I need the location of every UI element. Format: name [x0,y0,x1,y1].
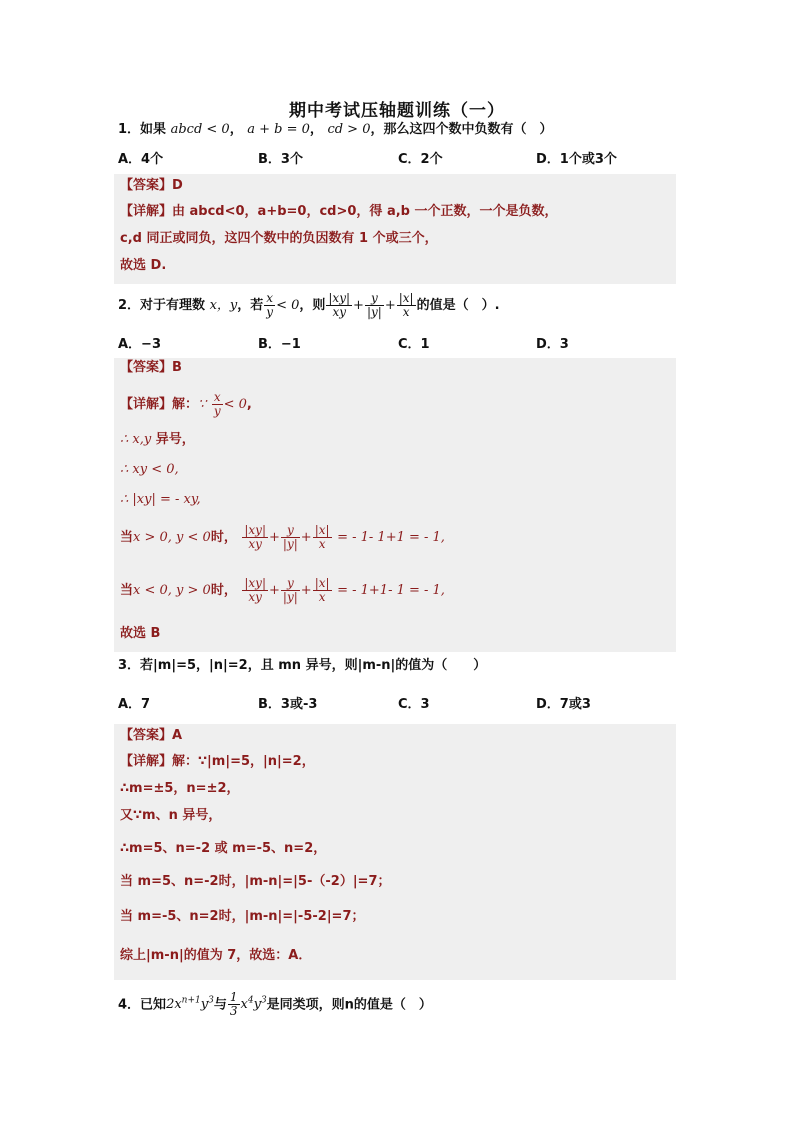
question-number: 4． [118,997,141,1013]
question-2 [118,292,678,319]
term-2: $x^4y^3$ [240,996,267,1013]
question-text: 对于有理数 [140,298,206,313]
math-expression: x，y [209,298,238,313]
answer-box-2 [114,358,676,652]
plus-sign: + [384,298,396,313]
answer-box-3 [114,724,676,980]
option-a: A．−3 [118,337,161,352]
detail-line: 【详解】解：∵ $\frac{x}{y}$ < 0, [120,390,252,418]
detail-line: 【详解】由 abcd<0，a+b=0，cd>0，得 a,b 一个正数，一个是负数， [120,204,558,219]
fraction-absx-over-x: $\frac{|x|}{x}$ [398,291,414,319]
fraction-absx-over-x: $\frac{|x|}{x}$ [314,523,330,551]
question-text: 已知 [140,997,167,1013]
question-text: 如果 [140,122,167,137]
math-expression: a + b = 0 [247,122,310,137]
fraction-one-third: $\frac{1}{3}$ [229,990,238,1019]
detail-line: 当x > 0, y < 0时， $\frac{|xy|}{xy}$ + $\frac{y}{|y|}$ + $\frac{|x|}{x}$ = - 1- 1+1 = - 1, [120,523,445,551]
fraction-y-over-absy: $\frac{y}{|y|}$ [282,523,298,551]
math-expression: < 0 [276,298,300,313]
option-d: D．3 [536,337,569,352]
detail-line: ∴m=5、n=-2 或 m=-5、n=2， [120,841,327,856]
question-text: ，若 [237,298,264,313]
question-text: ，则 [299,298,326,313]
option-b: B．3或-3 [258,697,318,712]
options-2 [118,333,678,353]
option-d: D．7或3 [536,697,591,712]
term-1: $2x^{n+1}y^3$ [166,996,214,1013]
fraction-x-over-y: $\frac{x}{y}$ [213,390,221,418]
detail-line: ∴ |xy| = - xy, [120,492,201,507]
detail-line: 故选 B [120,626,161,641]
options-1 [118,148,678,168]
question-text: 若|m|=5，|n|=2，且 mn 异号，则|m-n|的值为（ ） [140,658,487,673]
question-number: 3． [118,658,141,673]
option-a: A．7 [118,697,151,712]
question-text: 与 [213,997,227,1013]
detail-line: ∴m=±5，n=±2， [120,781,240,796]
options-3 [118,693,678,713]
detail-line: 当x < 0, y > 0时， $\frac{|xy|}{xy}$ + $\frac{y}{|y|}$ + $\frac{|x|}{x}$ = - 1+1- 1 = - 1, [120,576,445,604]
fraction-absxy-over-xy: $\frac{|xy|}{xy}$ [244,523,266,551]
detail-line: 当 m=-5、n=2时，|m-n|=|-5-2|=7； [120,909,365,924]
detail-line: ∴ x,y 异号， [120,432,195,447]
option-c: C．1 [398,337,430,352]
fraction-y-over-absy: $\frac{y}{|y|}$ [282,576,298,604]
fraction-absxy-over-xy: $\frac{|xy|}{xy}$ [328,291,351,319]
question-3 [118,656,678,676]
option-c: C．3 [398,697,430,712]
question-text: 的值是（ ）. [416,298,500,313]
math-expression: abcd < 0 [170,122,230,137]
detail-line: c,d 同正或同负，这四个数中的负因数有 1 个或三个， [120,231,438,246]
question-4 [118,988,678,1018]
option-b: B．−1 [258,337,301,352]
detail-line: 当 m=5、n=-2时，|m-n|=|5-（-2）|=7； [120,874,391,889]
question-text: ，那么这四个数中负数有（ ） [370,122,553,137]
detail-line: 【详解】解：∵|m|=5，|n|=2， [120,754,315,769]
detail-line: 故选 D. [120,258,167,273]
fraction-absx-over-x: $\frac{|x|}{x}$ [314,576,330,604]
fraction-x-over-y: $\frac{x}{y}$ [266,291,274,319]
fraction-absxy-over-xy: $\frac{|xy|}{xy}$ [244,576,266,604]
detail-line: ∴ xy < 0, [120,462,179,477]
option-a: A．4个 [118,152,164,167]
option-b: B．3个 [258,152,303,167]
math-expression: cd > 0 [327,122,371,137]
option-c: C．2个 [398,152,443,167]
option-d: D．1个或3个 [536,152,617,167]
answer-label: 【答案】D [120,178,183,193]
page-title: 期中考试压轴题训练（一） [289,101,505,121]
fraction-y-over-absy: $\frac{y}{|y|}$ [366,291,382,319]
answer-label: 【答案】A [120,728,183,743]
question-number: 1． [118,122,141,137]
question-number: 2． [118,298,141,313]
answer-box-1 [114,174,676,284]
question-1: 1．如果 abcd < 0， a + b = 0， cd > 0，那么这四个数中负数有（ ） [118,122,553,137]
plus-sign: + [353,298,364,313]
detail-line: 又∵m、n 异号， [120,808,222,823]
answer-label: 【答案】B [120,360,182,375]
detail-line: 综上|m-n|的值为 7，故选：A． [120,948,312,963]
question-text: 是同类项，则n的值是（ ） [266,997,432,1013]
